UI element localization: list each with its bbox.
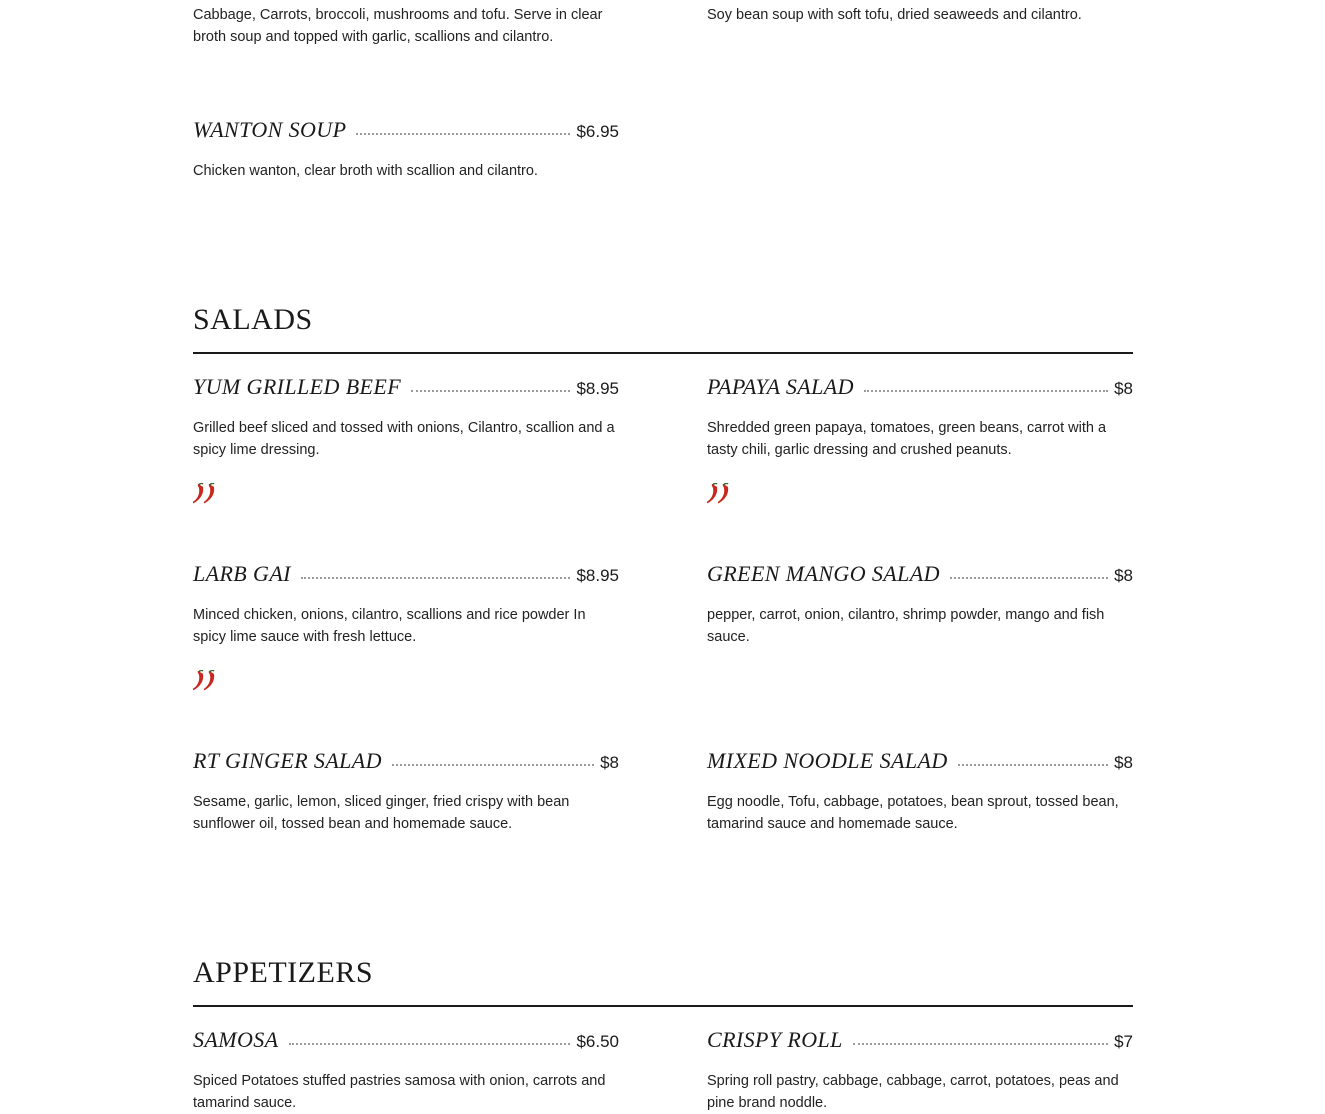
dot-leader: [289, 1042, 571, 1045]
dot-leader: [301, 576, 571, 579]
item-name: YUM GRILLED BEEF: [193, 374, 402, 399]
item-price: $8.95: [576, 379, 619, 398]
item-price: $8: [1114, 566, 1133, 585]
item-price: $8: [1114, 753, 1133, 772]
item-description: Sesame, garlic, lemon, sliced ginger, fried crispy with bean sunflower oil, tossed bean and homemade sauce.: [193, 794, 570, 832]
item-name: PAPAYA SALAD: [707, 374, 854, 399]
item-name: CRISPY ROLL: [707, 1027, 843, 1052]
item-name: MIXED NOODLE SALAD: [707, 748, 948, 773]
item-price: $6.95: [576, 122, 619, 141]
item-price: $8.95: [576, 566, 619, 585]
item-name: RT GINGER SALAD: [193, 748, 382, 773]
item-description: Egg noodle, Tofu, cabbage, potatoes, bean sprout, tossed bean, tamarind sauce and homemade sauce.: [707, 794, 1119, 832]
menu-item-green-mango-salad: [707, 561, 1133, 591]
section-title-appetizers: APPETIZERS: [193, 956, 374, 989]
menu-item-rt-ginger-salad: [193, 748, 619, 778]
item-description: Spiced Potatoes stuffed pastries samosa with onion, carrots and tamarind sauce.: [193, 1073, 606, 1111]
item-price: $7: [1114, 1032, 1133, 1051]
dot-leader: [411, 389, 570, 392]
item-description: pepper, carrot, onion, cilantro, shrimp powder, mango and fish sauce.: [707, 607, 1105, 645]
dot-leader: [958, 763, 1108, 766]
soup-description-right: Soy bean soup with soft tofu, dried seaweeds and cilantro.: [707, 7, 1082, 23]
section-divider: [193, 352, 1133, 354]
chili-pepper-icon: [193, 483, 219, 505]
dot-leader: [950, 576, 1108, 579]
menu-item-larb-gai: [193, 561, 619, 591]
section-title-salads: SALADS: [193, 303, 313, 336]
item-name: GREEN MANGO SALAD: [707, 561, 940, 586]
menu-item-mixed-noodle-salad: [707, 748, 1133, 778]
item-description: Grilled beef sliced and tossed with onions, Cilantro, scallion and a spicy lime dressing.: [193, 420, 615, 458]
menu-item-wanton-soup: [193, 117, 619, 147]
menu-item-yum-grilled-beef: [193, 374, 619, 404]
section-divider: [193, 1005, 1133, 1007]
item-price: $8: [600, 753, 619, 772]
item-description: Shredded green papaya, tomatoes, green beans, carrot with a tasty chili, garlic dressing and crushed peanuts.: [707, 420, 1107, 458]
menu-item-samosa: [193, 1027, 619, 1057]
dot-leader: [392, 763, 594, 766]
item-description: Minced chicken, onions, cilantro, scallions and rice powder In spicy lime sauce with fresh lettuce.: [193, 607, 586, 645]
item-description: Spring roll pastry, cabbage, cabbage, carrot, potatoes, peas and pine brand noddle.: [707, 1073, 1119, 1111]
item-price: $6.50: [576, 1032, 619, 1051]
dot-leader: [356, 132, 570, 135]
item-price: $8: [1114, 379, 1133, 398]
soup-description-left: Cabbage, Carrots, broccoli, mushrooms and tofu. Serve in clear broth soup and topped with garlic, scallions and cilantro.: [193, 7, 603, 45]
item-name: SAMOSA: [193, 1027, 279, 1052]
item-description: Chicken wanton, clear broth with scallion and cilantro.: [193, 163, 538, 179]
item-name: LARB GAI: [193, 561, 291, 586]
item-name: WANTON SOUP: [193, 117, 347, 142]
menu-item-crispy-roll: [707, 1027, 1133, 1057]
chili-pepper-icon: [707, 483, 733, 505]
chili-pepper-icon: [193, 670, 219, 692]
menu-item-papaya-salad: [707, 374, 1133, 404]
dot-leader: [853, 1042, 1108, 1045]
dot-leader: [864, 389, 1108, 392]
